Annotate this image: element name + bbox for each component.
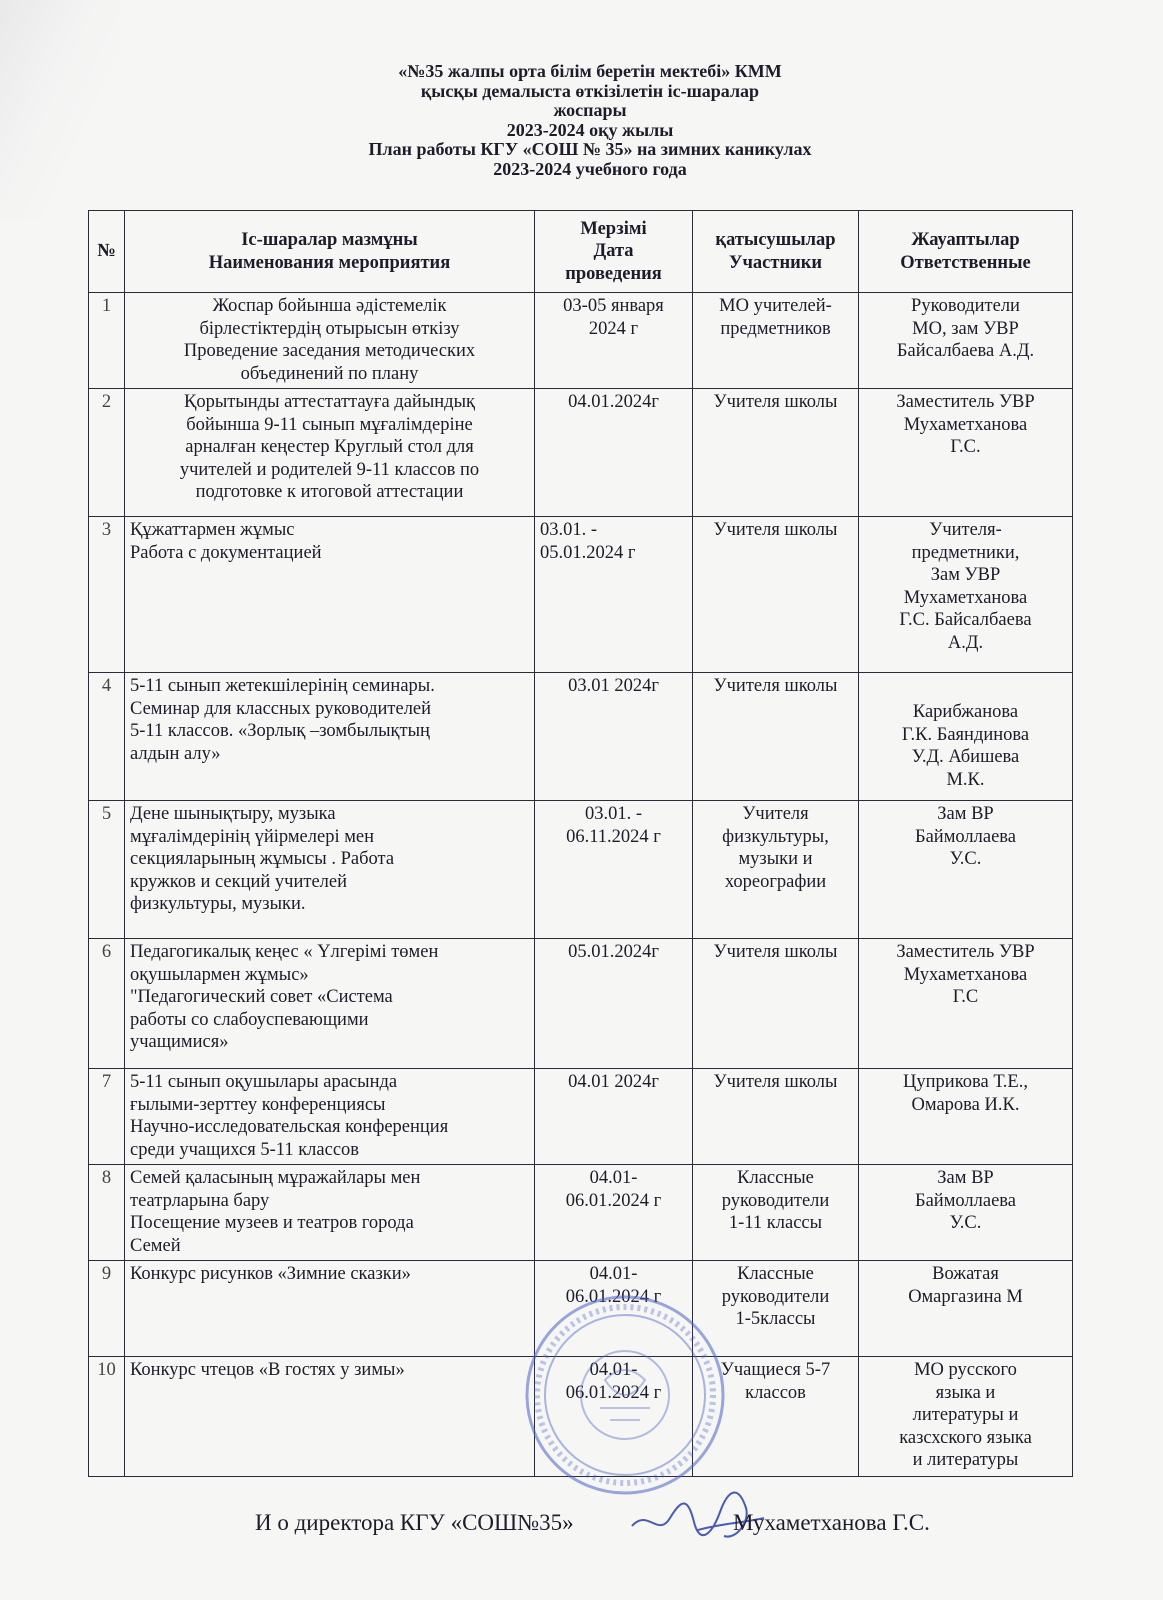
- footer-position: И о директора КГУ «СОШ№35»: [255, 1510, 574, 1535]
- cell-line: Баймоллаева: [914, 1190, 1017, 1211]
- cell-participants: [693, 1357, 859, 1477]
- cell-line: работы со слабоуспевающими: [130, 1009, 369, 1030]
- cell-line: 03-05 января: [563, 296, 664, 316]
- cell-responsible: [859, 1069, 1073, 1165]
- cell-line: арналған кеңестер Круглый стол для: [185, 437, 474, 457]
- cell-line: Баймоллаева: [914, 826, 1017, 847]
- cell-participants: [693, 1261, 859, 1357]
- cell-line: Құжаттармен жұмыс: [130, 520, 295, 540]
- cell-line: секцияларының жұмысы . Работа: [130, 849, 395, 869]
- cell-participants: [693, 389, 859, 517]
- cell-line: МО русского: [914, 1360, 1017, 1380]
- header-num: №: [89, 211, 125, 293]
- cell-responsible: [859, 389, 1073, 517]
- events-plan-table: [88, 210, 1073, 1477]
- cell-line: 2024 г: [588, 318, 639, 339]
- table-row: [89, 1069, 1073, 1165]
- table-row: [89, 389, 1073, 517]
- cell-line: языка и: [935, 1382, 996, 1403]
- cell-date: [535, 1165, 693, 1261]
- table-body: [89, 293, 1073, 1477]
- cell-line: Педагогикалық кеңес « Үлгерімі төмен: [130, 942, 439, 962]
- cell-line: Мухаметханова: [903, 587, 1028, 608]
- cell-responsible: [859, 1261, 1073, 1357]
- row-number: 3: [89, 517, 125, 673]
- cell-line: Байсалбаева А.Д.: [896, 341, 1035, 361]
- cell-line: предметников: [720, 318, 831, 339]
- cell-line: учителей и родителей 9-11 классов по: [179, 459, 480, 480]
- cell-line: физкультуры, музыки.: [130, 894, 306, 914]
- cell-event: [125, 1261, 535, 1357]
- cell-date: [535, 1261, 693, 1357]
- cell-line: Учителя школы: [713, 520, 838, 540]
- cell-line: Мухаметханова: [903, 414, 1028, 435]
- row-number: 10: [89, 1357, 125, 1477]
- cell-participants: [693, 293, 859, 389]
- row-number: 7: [89, 1069, 125, 1165]
- cell-line: Учителя школы: [713, 1072, 838, 1092]
- cell-line: Заместитель УВР: [896, 942, 1035, 962]
- cell-event: [125, 1357, 535, 1477]
- row-number: 6: [89, 939, 125, 1069]
- cell-line: У.С.: [949, 1213, 982, 1233]
- cell-line: Семей қаласының мұражайлары мен: [130, 1168, 421, 1188]
- cell-event: [125, 801, 535, 939]
- cell-line: Учителя-: [929, 520, 1002, 540]
- cell-line: подготовке к итоговой аттестации: [195, 482, 464, 502]
- cell-event: [125, 673, 535, 801]
- cell-line: мұғалімдерінің үйірмелері мен: [130, 826, 375, 847]
- cell-line: хореографии: [724, 871, 827, 892]
- cell-line: Зам УВР: [930, 565, 1001, 585]
- cell-responsible: [859, 293, 1073, 389]
- cell-participants: [693, 1165, 859, 1261]
- cell-line: Учителя: [742, 804, 809, 824]
- cell-line: Жоспар бойынша әдістемелік: [212, 296, 447, 316]
- cell-line: 04.01-: [589, 1360, 638, 1380]
- cell-date: [535, 673, 693, 801]
- cell-line: руководители: [721, 1190, 830, 1211]
- cell-participants: [693, 673, 859, 801]
- cell-participants: [693, 517, 859, 673]
- cell-date: [535, 1357, 693, 1477]
- cell-line: Классные: [737, 1168, 814, 1188]
- cell-line: Қорытынды аттестаттауға дайындық: [183, 392, 475, 412]
- cell-line: Вожатая: [932, 1264, 999, 1284]
- cell-line: Г.К. Баяндинова: [901, 724, 1030, 745]
- cell-line: Проведение заседания методических: [183, 341, 476, 361]
- cell-line: Работа с документацией: [130, 542, 322, 563]
- cell-line: Семинар для классных руководителей: [130, 698, 432, 719]
- cell-line: 1-11 классы: [728, 1213, 823, 1233]
- cell-line: Г.С: [952, 987, 979, 1007]
- cell-line: Руководители: [911, 296, 1020, 316]
- cell-line: 04.01 2024г: [568, 1072, 659, 1092]
- cell-line: театрларына бару: [130, 1190, 270, 1211]
- cell-line: 04.01-: [589, 1168, 638, 1188]
- cell-line: Посещение музеев и театров города: [130, 1213, 414, 1233]
- cell-line: музыки и: [738, 849, 813, 869]
- cell-line: 5-11 классов. «Зорлық –зомбылықтың: [130, 721, 430, 741]
- cell-line: 5-11 сынып жетекшілерінің семинары.: [130, 676, 435, 696]
- cell-line: Омаргазина М: [908, 1286, 1023, 1307]
- document-footer: [255, 1510, 1015, 1536]
- cell-line: среди учащихся 5-11 классов: [130, 1139, 360, 1160]
- cell-participants: [693, 1069, 859, 1165]
- cell-line: У.С.: [949, 849, 982, 869]
- cell-line: Научно-исследовательская конференция: [130, 1117, 449, 1137]
- cell-responsible: [859, 673, 1073, 801]
- cell-line: 06.11.2024 г: [566, 826, 661, 847]
- cell-line: кружков и секций учителей: [130, 871, 348, 892]
- table-row: [89, 801, 1073, 939]
- row-number: 5: [89, 801, 125, 939]
- cell-line: У.Д. Абишева: [911, 747, 1020, 767]
- row-number: 2: [89, 389, 125, 517]
- cell-line: бірлестіктердің отырысын өткізу: [199, 318, 460, 339]
- cell-line: казсхского языка: [899, 1427, 1032, 1448]
- cell-line: 03.01. -: [540, 520, 598, 540]
- cell-line: оқушылармен жұмыс»: [130, 964, 309, 985]
- cell-line: объединений по плану: [240, 363, 419, 384]
- cell-line: Конкурс чтецов «В гостях у зимы»: [130, 1360, 405, 1380]
- cell-line: Классные: [737, 1264, 814, 1284]
- table-row: [89, 1165, 1073, 1261]
- table-row: [89, 939, 1073, 1069]
- cell-line: 05.01.2024 г: [540, 542, 636, 563]
- document-header: [200, 62, 980, 179]
- cell-line: 04.01-: [589, 1264, 638, 1284]
- cell-line: Цуприкова Т.Е.,: [903, 1072, 1028, 1092]
- cell-event: [125, 293, 535, 389]
- cell-line: Конкурс рисунков «Зимние сказки»: [130, 1264, 411, 1284]
- cell-line: физкультуры,: [722, 826, 829, 847]
- cell-line: 06.01.2024 г: [565, 1382, 662, 1403]
- header-line-2: қысқы демалыста өткізілетін іс-шаралар: [420, 80, 760, 101]
- cell-line: литературы и: [912, 1405, 1019, 1425]
- cell-line: Заместитель УВР: [896, 392, 1035, 412]
- cell-participants: [693, 801, 859, 939]
- cell-line: 06.01.2024 г: [565, 1190, 662, 1211]
- cell-responsible: [859, 517, 1073, 673]
- cell-line: классов: [745, 1382, 806, 1403]
- row-number: 1: [89, 293, 125, 389]
- cell-line: Дене шынықтыру, музыка: [130, 804, 336, 824]
- scan-shadow: [0, 0, 120, 220]
- cell-line: 03.01. -: [584, 804, 643, 824]
- cell-responsible: [859, 939, 1073, 1069]
- row-number: 4: [89, 673, 125, 801]
- footer-signatory-name: Мухаметханова Г.С.: [733, 1510, 930, 1535]
- cell-line: Учителя школы: [713, 942, 838, 962]
- cell-line: 03.01 2024г: [568, 676, 659, 696]
- cell-date: [535, 801, 693, 939]
- row-number: 8: [89, 1165, 125, 1261]
- cell-participants: [693, 939, 859, 1069]
- cell-line: Г.С. Байсалбаева: [899, 610, 1032, 630]
- header-line-4: 2023-2024 оқу жылы: [506, 119, 674, 140]
- cell-responsible: [859, 1165, 1073, 1261]
- table-row: [89, 517, 1073, 673]
- cell-line: Мухаметханова: [903, 964, 1028, 985]
- cell-line: Омарова И.К.: [911, 1094, 1020, 1115]
- table-header-row: [89, 211, 1073, 293]
- cell-line: предметники,: [911, 542, 1020, 563]
- cell-line: алдын алу»: [130, 743, 221, 764]
- cell-line: ғылыми-зерттеу конференциясы: [130, 1094, 386, 1115]
- cell-line: Зам ВР: [937, 804, 994, 824]
- cell-line: 06.01.2024 г: [565, 1286, 662, 1307]
- header-line-6: 2023-2024 учебного года: [493, 158, 687, 179]
- header-responsible: Жауаптылар Ответственные: [859, 211, 1073, 293]
- cell-line: Карибжанова: [912, 702, 1019, 722]
- header-line-1: «№35 жалпы орта білім беретін мектебі» КММ: [398, 61, 782, 81]
- cell-line: М.К.: [946, 769, 985, 790]
- cell-event: [125, 389, 535, 517]
- cell-line: 1-5классы: [735, 1309, 816, 1329]
- cell-line: 04.01.2024г: [568, 392, 659, 412]
- cell-responsible: [859, 801, 1073, 939]
- row-number: 9: [89, 1261, 125, 1357]
- table-row: [89, 673, 1073, 801]
- cell-date: [535, 939, 693, 1069]
- cell-event: [125, 517, 535, 673]
- cell-line: Учащиеся 5-7: [720, 1360, 831, 1380]
- cell-line: А.Д.: [947, 632, 984, 653]
- cell-line: 05.01.2024г: [568, 942, 659, 962]
- header-event: Іс-шаралар мазмұны Наименования мероприятия: [125, 211, 535, 293]
- cell-line: "Педагогический совет «Система: [130, 987, 393, 1007]
- cell-line: 5-11 сынып оқушылары арасында: [130, 1072, 398, 1092]
- cell-line: руководители: [721, 1286, 830, 1307]
- table-row: [89, 1261, 1073, 1357]
- cell-line: МО учителей-: [719, 296, 832, 316]
- cell-line: Семей: [130, 1235, 181, 1256]
- cell-line: учащимися»: [130, 1032, 229, 1052]
- cell-line: и литературы: [912, 1450, 1019, 1470]
- cell-date: [535, 389, 693, 517]
- header-line-3: жоспары: [553, 100, 627, 120]
- cell-line: Зам ВР: [937, 1168, 994, 1188]
- cell-responsible: [859, 1357, 1073, 1477]
- cell-event: [125, 939, 535, 1069]
- cell-line: Г.С.: [950, 437, 981, 457]
- cell-date: [535, 517, 693, 673]
- table-row: [89, 1357, 1073, 1477]
- cell-event: [125, 1069, 535, 1165]
- cell-line: бойынша 9-11 сынып мұғалімдеріне: [186, 414, 473, 435]
- cell-line: Учителя школы: [713, 392, 838, 412]
- header-line-5: План работы КГУ «СОШ № 35» на зимних каникулах: [368, 139, 812, 159]
- header-participants: қатысушылар Участники: [693, 211, 859, 293]
- cell-date: [535, 293, 693, 389]
- header-date: Мерзімі Дата проведения: [535, 211, 693, 293]
- cell-line: Учителя школы: [713, 676, 838, 696]
- cell-date: [535, 1069, 693, 1165]
- cell-line: МО, зам УВР: [912, 318, 1019, 339]
- table-row: [89, 293, 1073, 389]
- cell-event: [125, 1165, 535, 1261]
